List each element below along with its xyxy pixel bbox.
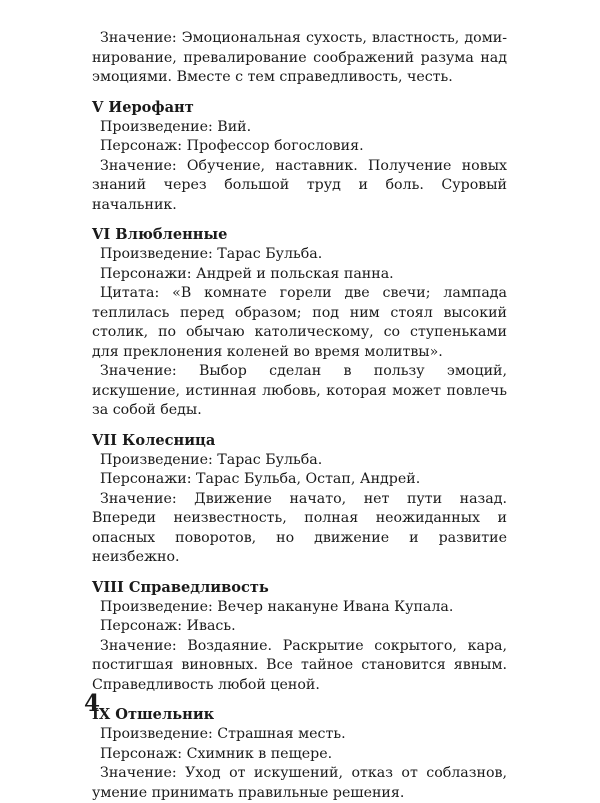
section-heading: VIII Справедливость [92, 578, 269, 596]
section-lovers [92, 225, 507, 421]
quote-paragraph: Цитата: «В комнате горели две свечи; лампада теплилась перед образом; под ним стоял высокий столик, по обычаю католическому, со ступеньками для преклонения коленей во время молитвы». [92, 285, 507, 360]
page-number: 4 [84, 690, 101, 717]
character-line: Персонаж: Ивась. [100, 618, 236, 634]
meaning-paragraph: Значение: Обучение, наставник. Получение новых знаний через большой труд и боль. Суровый начальник. [92, 157, 507, 213]
section-heading: IX Отшельник [92, 706, 215, 723]
meaning-paragraph: Значение: Воздаяние. Раскрытие сокрытого, кара, постигшая виновных. Все тайное становится явным. Справедливость любой ценой. [92, 637, 507, 693]
work-line: Произведение: Тарас Бульба. [100, 451, 323, 468]
work-line: Произведение: Тарас Бульба. [100, 246, 323, 262]
work-line: Произведение: Страшная месть. [100, 726, 346, 742]
meaning-paragraph: Значение: Выбор сделан в пользу эмоций, искушение, истинная любовь, которая может повлечь за собой беды. [92, 363, 507, 418]
meaning-paragraph: Значение: Уход от искушений, отказ от соблазнов, умение принимать правильные решения. [92, 765, 507, 801]
section-heading: V Иерофант [92, 98, 194, 116]
section-heading: VI Влюбленные [92, 226, 228, 243]
section-hermit [92, 705, 507, 803]
page-content [92, 29, 507, 803]
work-line: Произведение: Вий. [100, 118, 252, 135]
character-line: Персонажи: Андрей и польская панна. [100, 265, 394, 282]
meaning-paragraph: Значение: Движение начато, нет пути назад. Впереди неизвестность, полная неожиданных и опасных поворотов, но движение и развитие неизбежно. [92, 490, 507, 565]
character-line: Персонажи: Тарас Бульба, Остап, Андрей. [100, 471, 421, 487]
work-line: Произведение: Вечер накануне Ивана Купала. [100, 598, 454, 615]
character-line: Персонаж: Схимник в пещере. [100, 745, 333, 762]
character-line: Персонаж: Профессор богословия. [100, 138, 364, 154]
section-chariot [92, 431, 507, 568]
section-hierophant [92, 98, 507, 216]
section-heading: VII Колесница [92, 431, 216, 449]
section-justice [92, 578, 507, 696]
intro-meaning: Значение: Эмоциональная сухость, властность, доминирование, превалирование соображений разума над эмоциями. Вместе с тем справедливость, честь. [92, 30, 507, 85]
